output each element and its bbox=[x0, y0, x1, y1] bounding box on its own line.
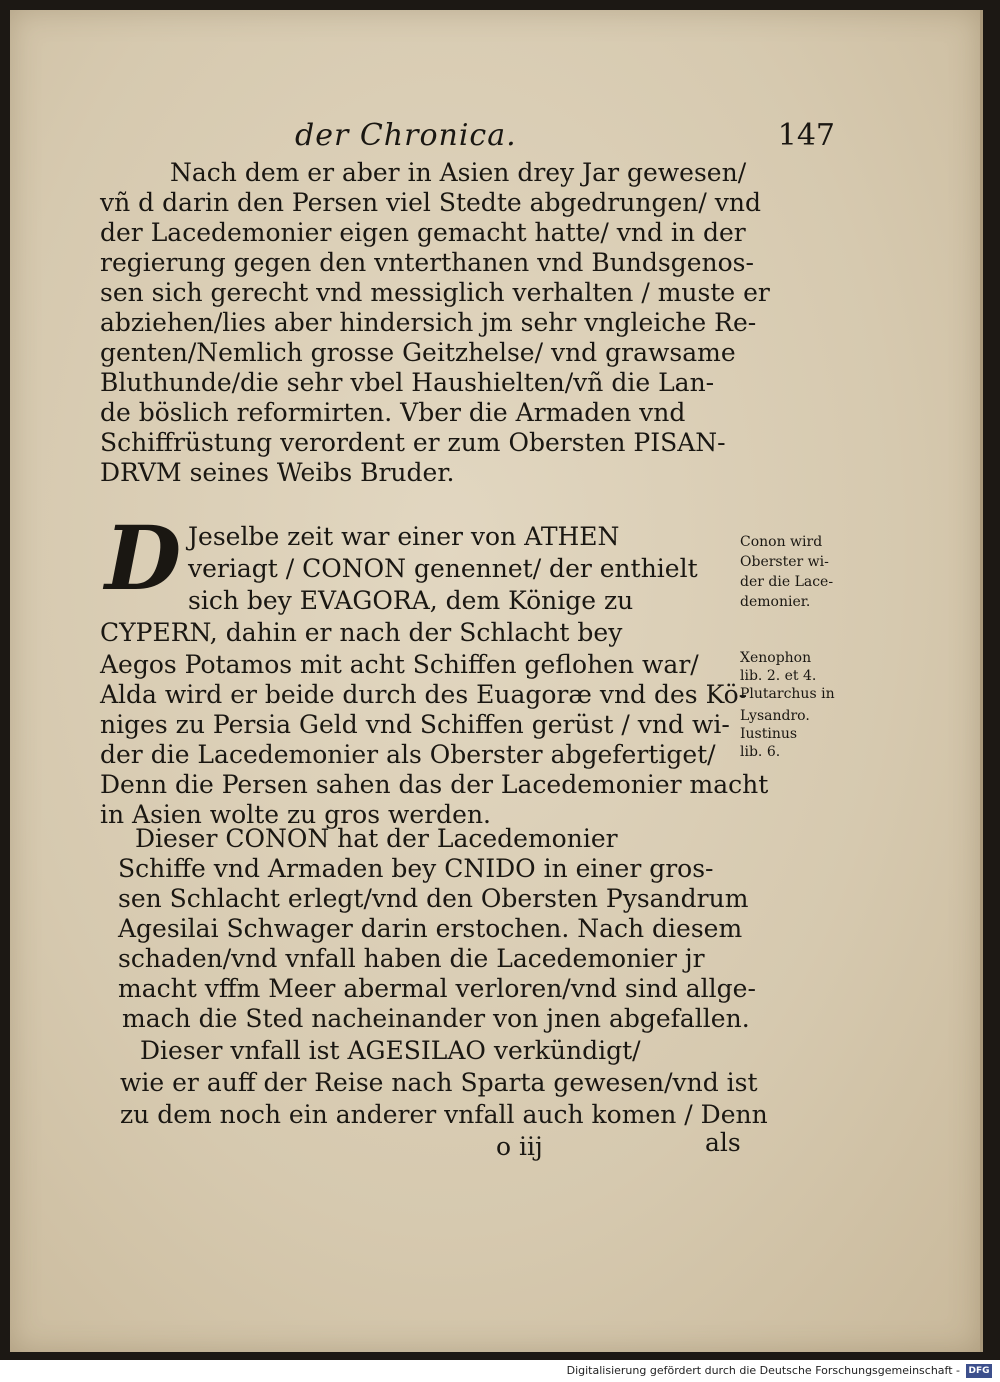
paragraph-4 bbox=[100, 1036, 768, 1161]
text-line: niges zu Persia Geld vnd Schiffen gerüst / vnd wi- bbox=[100, 710, 730, 739]
margin-note-line: Lysandro. bbox=[740, 708, 810, 724]
text-line: Jeselbe zeit war einer von ATHEN bbox=[188, 522, 620, 551]
text-line: Schiffe vnd Armaden bey CNIDO in einer gros- bbox=[118, 854, 714, 883]
text-line: sen sich gerecht vnd messiglich verhalten / muste er bbox=[100, 278, 770, 307]
footer-credit: Digitalisierung gefördert durch die Deutsche Forschungsgemeinschaft - bbox=[566, 1364, 960, 1377]
drop-cap-initial: D bbox=[104, 506, 182, 610]
text-line: zu dem noch ein anderer vnfall auch komen / Denn bbox=[120, 1100, 768, 1129]
text-line: Aegos Potamos mit acht Schiffen geflohen war/ bbox=[100, 650, 699, 679]
margin-note-sources bbox=[740, 648, 880, 768]
text-line: Dieser vnfall ist AGESILAO verkündigt/ bbox=[140, 1036, 641, 1065]
page-number: 147 bbox=[777, 118, 835, 153]
text-line: Agesilai Schwager darin erstochen. Nach diesem bbox=[118, 914, 743, 943]
margin-note-line: Conon wird bbox=[740, 534, 823, 550]
text-line: Schiffrüstung verordent er zum Obersten PISAN- bbox=[100, 428, 726, 457]
text-line: Alda wird er beide durch des Euagoræ vnd des Kö- bbox=[100, 680, 748, 709]
page-header bbox=[295, 118, 835, 158]
text-line: Nach dem er aber in Asien drey Jar gewesen/ bbox=[170, 158, 747, 187]
text-line: CYPERN, dahin er nach der Schlacht bey bbox=[100, 618, 623, 647]
text-line: der Lacedemonier eigen gemacht hatte/ vnd in der bbox=[100, 218, 746, 247]
text-line: macht vffm Meer abermal verloren/vnd sind allge- bbox=[118, 974, 756, 1003]
running-head: der Chronica. bbox=[295, 118, 517, 153]
text-line: DRVM seines Weibs Bruder. bbox=[100, 458, 455, 487]
catchword: als bbox=[705, 1128, 741, 1157]
margin-note-line: Oberster wi- bbox=[740, 554, 829, 570]
paragraph-3 bbox=[100, 824, 756, 1034]
text-line: regierung gegen den vnterthanen vnd Bundsgenos- bbox=[100, 248, 754, 277]
text-line: sich bey EVAGORA, dem Könige zu bbox=[188, 586, 634, 615]
margin-note-line: lib. 2. et 4. bbox=[740, 668, 817, 684]
text-line: Bluthunde/die sehr vbel Haushielten/vñ die Lan- bbox=[100, 368, 715, 397]
text-line: Dieser CONON hat der Lacedemonier bbox=[135, 824, 618, 853]
margin-note-line: Xenophon bbox=[740, 650, 812, 666]
margin-note-line: Iustinus bbox=[740, 726, 798, 742]
margin-note-line: Plutarchus in bbox=[740, 686, 835, 702]
signature-mark: o iij bbox=[496, 1132, 543, 1161]
text-line: de böslich reformirten. Vber die Armaden vnd bbox=[100, 398, 686, 427]
paragraph-1 bbox=[100, 158, 770, 498]
text-line: vñ d darin den Persen viel Stedte abgedrungen/ vnd bbox=[100, 188, 761, 217]
text-line: mach die Sted nacheinander von jnen abgefallen. bbox=[122, 1004, 750, 1033]
text-line: veriagt / CONON genennet/ der enthielt bbox=[188, 554, 698, 583]
text-line: schaden/vnd vnfall haben die Lacedemonier jr bbox=[118, 944, 705, 973]
text-line: in Asien wolte zu gros werden. bbox=[100, 800, 491, 829]
margin-note-line: lib. 6. bbox=[740, 744, 781, 760]
text-line: genten/Nemlich grosse Geitzhelse/ vnd grawsame bbox=[100, 338, 736, 367]
text-line: Denn die Persen sahen das der Lacedemonier macht bbox=[100, 770, 769, 799]
margin-note-line: demonier. bbox=[740, 594, 811, 610]
text-line: wie er auff der Reise nach Sparta gewesen/vnd ist bbox=[120, 1068, 758, 1097]
margin-note-line: der die Lace- bbox=[740, 574, 834, 590]
text-line: abziehen/lies aber hindersich jm sehr vngleiche Re- bbox=[100, 308, 757, 337]
text-line: der die Lacedemonier als Oberster abgefertiget/ bbox=[100, 740, 716, 769]
margin-note-conon bbox=[740, 532, 880, 622]
text-line: sen Schlacht erlegt/vnd den Obersten Pysandrum bbox=[118, 884, 749, 913]
dfg-logo: DFG bbox=[966, 1364, 992, 1378]
